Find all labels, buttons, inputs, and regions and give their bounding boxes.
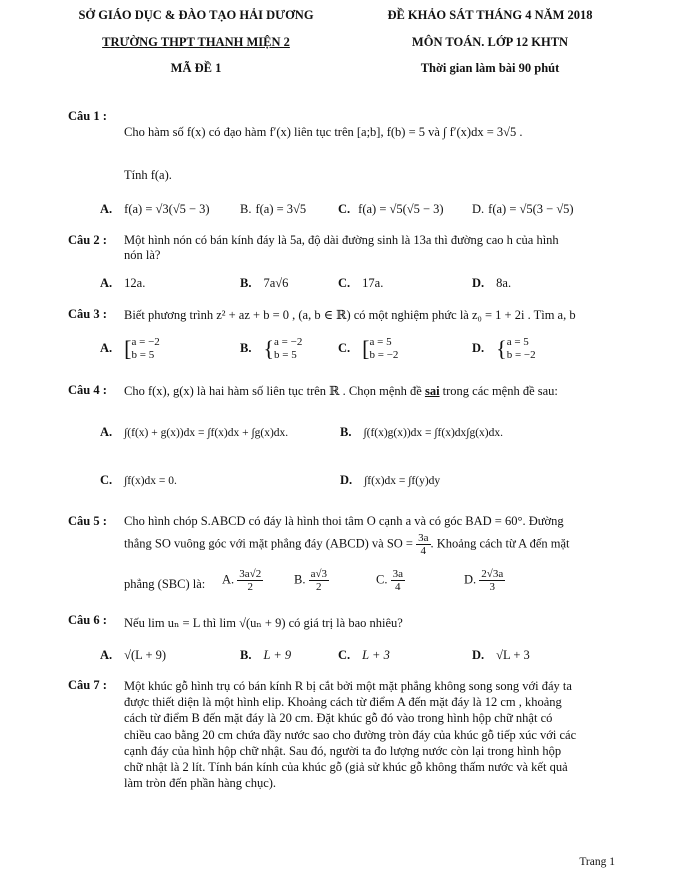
fraction-denominator: 4 bbox=[420, 545, 427, 557]
question-3-text: Biết phương trình z² + az + b = 0 , (a, b ∈ ℝ) có một nghiệm phức là z₀ = 1 + 2i . Tìm a, b bbox=[124, 308, 576, 322]
question-1-text-2: Tính f(a). bbox=[124, 168, 172, 182]
option-letter: B. bbox=[294, 572, 306, 587]
option-system bbox=[131, 336, 159, 362]
option-fraction bbox=[309, 568, 329, 593]
bracket-symbol: [ bbox=[124, 336, 132, 361]
option-letter: C. bbox=[338, 340, 351, 355]
option-line-2: b = 5 bbox=[274, 349, 297, 361]
question-4-label: Câu 4 : bbox=[68, 383, 107, 397]
option-letter: C. bbox=[100, 473, 113, 487]
question-1-text: Cho hàm số f(x) có đạo hàm f′(x) liên tục trên [a;b], f(b) = 5 và ∫ f′(x)dx = 3√5 . bbox=[124, 125, 523, 139]
bracket-symbol: [ bbox=[362, 336, 370, 361]
option-letter: A. bbox=[222, 572, 235, 587]
option-letter: B. bbox=[240, 276, 252, 290]
question-6-option-d[interactable] bbox=[472, 648, 530, 663]
option-letter: D. bbox=[340, 473, 353, 487]
question-7-text bbox=[124, 678, 634, 791]
question-5-option-c[interactable] bbox=[376, 568, 405, 593]
question-6-text: Nếu lim uₙ = L thì lim √(uₙ + 9) có giá trị là bao nhiêu? bbox=[124, 616, 403, 630]
option-fraction bbox=[391, 568, 405, 593]
question-7-line: chiều cao bằng 20 cm chứa đầy nước sao cho đường tròn đáy của khúc gỗ tiếp xúc với các bbox=[124, 727, 577, 742]
question-1-option-b[interactable] bbox=[240, 202, 306, 217]
question-2-option-b[interactable] bbox=[240, 276, 288, 291]
fraction-numerator: 2√3a bbox=[481, 568, 504, 580]
option-text: 17a. bbox=[362, 276, 384, 290]
question-5-text-2a: thẳng SO vuông góc với mặt phẳng đáy (ABCD) và SO = bbox=[124, 536, 413, 551]
option-line-2: b = 5 bbox=[131, 349, 155, 361]
option-line-2: b = −2 bbox=[506, 349, 536, 361]
brace-symbol: { bbox=[496, 336, 507, 361]
option-text: f(a) = √5(3 − √5) bbox=[488, 202, 574, 216]
question-2-label: Câu 2 : bbox=[68, 233, 107, 247]
question-5-option-b[interactable] bbox=[294, 568, 329, 593]
so-fraction bbox=[416, 532, 430, 557]
question-1-label: Câu 1 : bbox=[68, 109, 107, 123]
question-5-text-2 bbox=[124, 532, 570, 557]
question-4-option-d[interactable] bbox=[340, 473, 440, 488]
option-letter: D. bbox=[472, 648, 485, 662]
option-letter: A. bbox=[100, 648, 113, 662]
question-1-option-a[interactable] bbox=[100, 202, 210, 217]
question-5-text: Cho hình chóp S.ABCD có đáy là hình thoi tâm O cạnh a và có góc BAD = 60°. Đường bbox=[124, 514, 564, 528]
option-letter: C. bbox=[338, 648, 351, 662]
question-6-label: Câu 6 : bbox=[68, 613, 107, 627]
fraction-denominator: 3 bbox=[489, 581, 495, 593]
option-fraction bbox=[479, 568, 505, 593]
fraction-denominator: 4 bbox=[395, 581, 401, 593]
question-4-text-pre: Cho f(x), g(x) là hai hàm số liên tục trên ℝ . Chọn mệnh đề bbox=[124, 384, 425, 398]
fraction-numerator: 3a bbox=[392, 568, 403, 580]
question-1-option-d[interactable] bbox=[472, 202, 574, 217]
option-letter: D. bbox=[472, 340, 485, 355]
question-5-label: Câu 5 : bbox=[68, 514, 107, 528]
question-7-line: cách từ điểm B đến mặt đáy là 20 cm. Đặt khúc gỗ đó vào trong hình hộp chữ nhật có bbox=[124, 711, 553, 726]
question-5-option-a[interactable] bbox=[222, 568, 263, 593]
question-2-option-c[interactable] bbox=[338, 276, 383, 291]
option-text: √L + 3 bbox=[496, 648, 530, 662]
question-7-line: Một khúc gỗ hình trụ có bán kính R bị cắt bởi một mặt phẳng không song song với đáy ta bbox=[124, 679, 572, 693]
question-7-line: được thiết diện là một hình elip. Khoảng cách từ điểm A đến mặt đáy là 12 cm , khoảng bbox=[124, 695, 562, 710]
option-text: 12a. bbox=[124, 276, 146, 290]
option-text: ∫(f(x)g(x))dx = ∫f(x)dx∫g(x)dx. bbox=[363, 427, 503, 439]
question-4-option-a[interactable] bbox=[100, 425, 288, 440]
option-letter: A. bbox=[100, 276, 113, 290]
option-text: 7a√6 bbox=[263, 276, 289, 290]
option-line-1: a = −2 bbox=[274, 336, 303, 348]
page-number: Trang 1 bbox=[579, 856, 615, 868]
option-line-1: a = 5 bbox=[506, 336, 529, 348]
question-5-text-2b: . Khoảng cách từ A đến mặt bbox=[430, 536, 570, 551]
question-2-text: Một hình nón có bán kính đáy là 5a, độ dài đường sinh là 13a thì đường cao h của hình bbox=[124, 233, 559, 247]
option-text: 8a. bbox=[496, 276, 512, 290]
option-system bbox=[274, 336, 302, 362]
question-7-line: chữ nhật là 2 lít. Tính bán kính của khúc gỗ (giả sử khúc gỗ không thấm nước và kết quả bbox=[124, 760, 568, 775]
option-system bbox=[369, 336, 398, 362]
question-3-option-d[interactable] bbox=[472, 336, 536, 362]
option-line-1: a = 5 bbox=[369, 336, 392, 348]
option-text: f(a) = 3√5 bbox=[255, 202, 307, 216]
option-text: ∫f(x)dx = 0. bbox=[124, 475, 177, 487]
question-4-text bbox=[124, 383, 558, 399]
exam-subject: MÔN TOÁN. LỚP 12 KHTN bbox=[411, 35, 569, 49]
fraction-numerator: a√3 bbox=[310, 568, 328, 580]
option-letter: B. bbox=[240, 648, 252, 662]
option-text: L + 9 bbox=[263, 648, 292, 662]
option-letter: A. bbox=[100, 425, 113, 439]
option-letter: C. bbox=[376, 572, 388, 587]
question-5-text-3: phẳng (SBC) là: bbox=[124, 577, 206, 591]
question-4-option-c[interactable] bbox=[100, 473, 177, 488]
option-text: f(a) = √5(√5 − 3) bbox=[358, 202, 444, 216]
fraction-numerator: 3a√2 bbox=[239, 568, 262, 580]
option-letter: D. bbox=[464, 572, 477, 587]
fraction-denominator: 2 bbox=[316, 581, 322, 593]
school-name: TRƯỜNG THPT THANH MIỆN 2 bbox=[102, 35, 290, 49]
question-6-option-b[interactable] bbox=[240, 648, 291, 663]
emphasis-sai: sai bbox=[424, 384, 440, 398]
fraction-numerator: 3a bbox=[418, 532, 429, 544]
option-text: ∫(f(x) + g(x))dx = ∫f(x)dx + ∫g(x)dx. bbox=[124, 427, 289, 439]
option-letter: A. bbox=[100, 340, 113, 355]
option-fraction bbox=[237, 568, 263, 593]
exam-code: MÃ ĐỀ 1 bbox=[170, 61, 222, 75]
question-3-option-c[interactable] bbox=[338, 336, 398, 362]
option-letter: B. bbox=[340, 425, 352, 439]
option-text: √(L + 9) bbox=[124, 648, 167, 662]
question-2-text-2: nón là? bbox=[124, 248, 161, 262]
option-letter: B. bbox=[240, 340, 252, 355]
question-2-option-d[interactable] bbox=[472, 276, 511, 291]
option-letter: B. bbox=[240, 202, 252, 216]
exam-title: ĐỀ KHẢO SÁT THÁNG 4 NĂM 2018 bbox=[387, 8, 593, 22]
question-6-option-a[interactable] bbox=[100, 648, 166, 663]
option-letter: C. bbox=[338, 202, 351, 216]
question-6-option-c[interactable] bbox=[338, 648, 390, 663]
option-letter: A. bbox=[100, 202, 113, 216]
question-7-line: cạnh đáy của hình hộp chữ nhật. Sau đó, người ta đo lượng nước còn lại trong hình hộp bbox=[124, 743, 562, 758]
brace-symbol: { bbox=[263, 336, 275, 361]
question-1-option-c[interactable] bbox=[338, 202, 444, 217]
question-3-label: Câu 3 : bbox=[68, 307, 107, 321]
option-letter: D. bbox=[472, 276, 485, 290]
question-4-text-post: trong các mệnh đề sau: bbox=[439, 384, 558, 398]
question-7-label: Câu 7 : bbox=[68, 678, 107, 692]
question-2-option-a[interactable] bbox=[100, 276, 145, 291]
option-letter: C. bbox=[338, 276, 351, 290]
question-5-option-d[interactable] bbox=[464, 568, 505, 593]
exam-time: Thời gian làm bài 90 phút bbox=[420, 61, 560, 75]
question-7-line: làm tròn đến phần hàng chục). bbox=[124, 776, 277, 791]
option-text: ∫f(x)dx = ∫f(y)dy bbox=[364, 475, 441, 487]
department-name: SỞ GIÁO DỤC & ĐÀO TẠO HẢI DƯƠNG bbox=[78, 8, 314, 22]
option-line-1: a = −2 bbox=[131, 336, 160, 348]
question-3-option-b[interactable] bbox=[240, 336, 302, 362]
question-4-option-b[interactable] bbox=[340, 425, 503, 440]
option-system bbox=[507, 336, 536, 362]
fraction-denominator: 2 bbox=[247, 581, 253, 593]
option-letter: D. bbox=[472, 202, 485, 216]
option-text: f(a) = √3(√5 − 3) bbox=[124, 202, 210, 216]
option-line-2: b = −2 bbox=[369, 349, 399, 361]
option-text: L + 3 bbox=[362, 648, 390, 662]
question-3-option-a[interactable] bbox=[100, 336, 160, 362]
